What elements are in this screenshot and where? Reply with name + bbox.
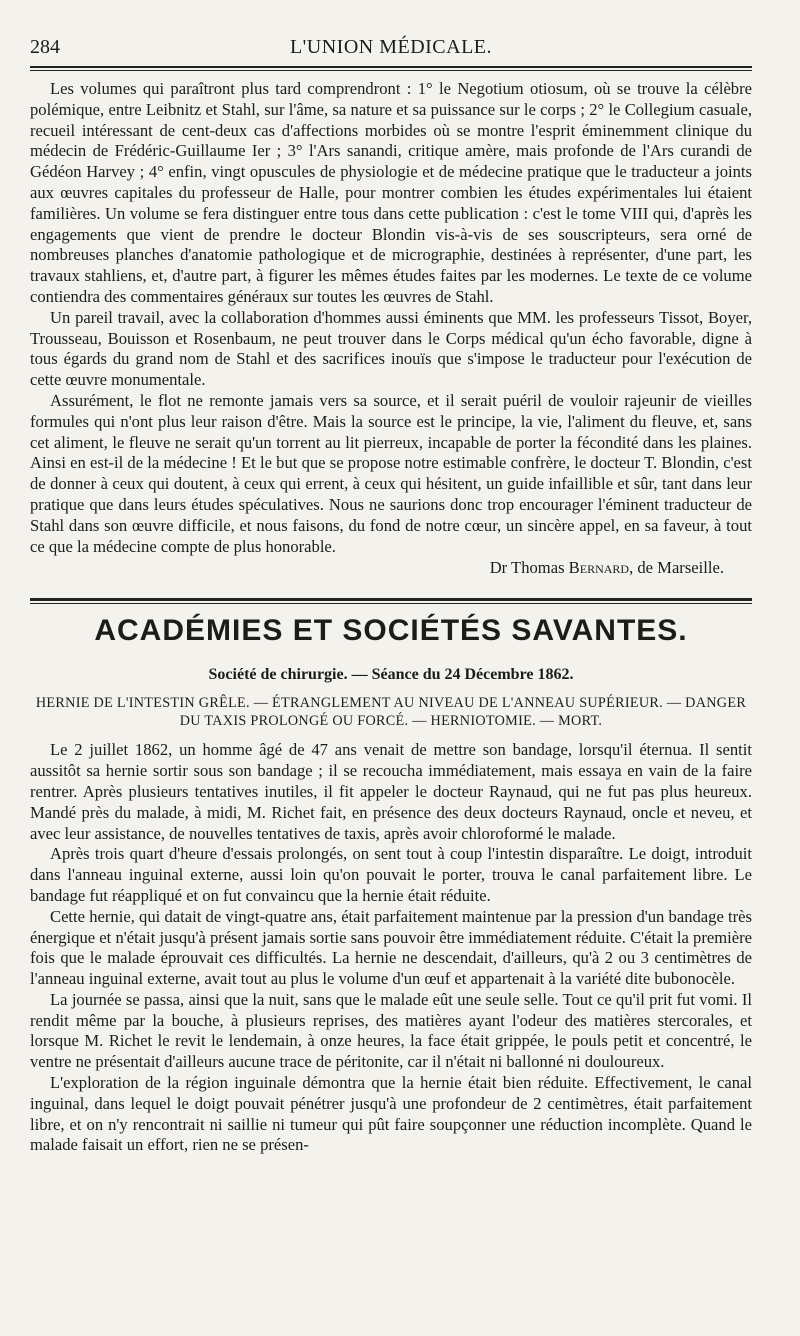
running-title: L'UNION MÉDICALE. (289, 36, 493, 58)
section-divider (30, 598, 752, 604)
case-paragraph: Le 2 juillet 1862, un homme âgé de 47 ans venait de mettre son bandage, lorsqu'il éternua. Il sentit aussitôt sa hernie sortir sous son bandage ; il se recoucha immédiatement, mais essaya en vain de la faire rentrer. Après plusieurs tentatives inutiles, il fit appeler le docteur Raynaud, qui ne fut pas plus heureux. Mandé près du malade, à midi, M. Richet fait, en présence des deux docteurs Raynaud, oncle et neveu, et avec leur assistance, de nouvelles tentatives de taxis, après avoir chloroformé le malade. (30, 740, 752, 843)
case-paragraph: Après trois quart d'heure d'essais prolongés, on sent tout à coup l'intestin disparaître. Le doigt, introduit dans l'anneau inguinal externe, aussi loin qu'on pouvait le porter, trouva le canal parfaitement libre. Le bandage fut réappliqué et on fut convaincu que la hernie était réduite. (30, 844, 752, 905)
case-paragraph: L'exploration de la région inguinale démontra que la hernie était bien réduite. Effectivement, le canal inguinal, dans lequel le doigt pouvait pénétrer jusqu'à une profondeur de 2 centimètres, était parfaitement libre, et on n'y rencontrait ni saillie ni tumeur qui pût faire soupçonner une réduction incomplète. Quand le malade faisait un effort, rien ne se présen- (30, 1073, 752, 1155)
section-heading: ACADÉMIES ET SOCIÉTÉS SAVANTES. (94, 614, 688, 648)
page-header (30, 28, 752, 62)
case-paragraph: Cette hernie, qui datait de vingt-quatre ans, était parfaitement maintenue par la pression d'un bandage très énergique et n'était jusqu'à présent jamais sortie sans pouvoir être immédiatement réduite. C'était la première fois que le malade éprouvait ces difficultés. La hernie ne descendait, d'ailleurs, qu'à 2 ou 3 centimètres de l'anneau inguinal externe, avait tout au plus le volume d'un œuf et appartenait à la variété dite bubonocèle. (30, 906, 752, 989)
signature-name: Bernard (568, 558, 630, 578)
society-section (30, 614, 752, 1156)
review-paragraph: Un pareil travail, avec la collaboration d'hommes aussi éminents que MM. les professeurs Tissot, Boyer, Trousseau, Bouisson et Rosenbaum, ne peut trouver dans le Corps médical qu'un écho favorable, digne à tous égards du grand nom de Stahl et des sacrifices inouïs que s'impose le traducteur pour l'exécution de cette œuvre monumentale. (30, 307, 752, 390)
signature-prefix: Dr Thomas (489, 558, 569, 578)
review-paragraph: Les volumes qui paraîtront plus tard comprendront : 1° le Negotium otiosum, où se trouve la célèbre polémique, entre Leibnitz et Stahl, sur l'âme, sa nature et sa puissance sur le corps ; 2° le Collegium casuale, recueil intéressant de cent-deux cas d'affections morbides où se montre l'esprit éminemment clinique du médecin de Frédéric-Guillaume Ier ; 3° l'Ars sanandi, critique amère, mais profonde de l'Ars curandi de Gédéon Harvey ; 4° enfin, vingt opuscules de physiologie et de médecine pratique que le traducteur a joints aux œuvres capitales du professeur de Halle, pour montrer combien les études expérimentales lui étaient familières. Un volume se fera distinguer entre tous dans cette publication : c'est le tome VIII qui, d'après les engagements que vient de prendre le docteur Blondin vis-à-vis de ses souscripteurs, sera orné de nombreuses planches d'anatomie pathologique et de micrographie, destinées à représenter, d'une part, les travaux stahliens, et, d'autre part, à figurer les mêmes études faites par les modernes. Le texte de ce volume contiendra des commentaires généraux sur toutes les œuvres de Stahl. (30, 79, 752, 306)
article-title: HERNIE DE L'INTESTIN GRÊLE. — ÉTRANGLEMENT AU NIVEAU DE L'ANNEAU SUPÉRIEUR. — DANGER DU TAXIS PROLONGÉ OU FORCÉ. — HERNIOTOMIE. — MORT. (35, 695, 747, 730)
book-review (30, 79, 752, 578)
signature-suffix: , de Marseille. (629, 558, 724, 578)
author-signature (30, 557, 752, 578)
session-line: Société de chirurgie. — Séance du 24 Décembre 1862. (208, 666, 574, 684)
review-paragraph: Assurément, le flot ne remonte jamais vers sa source, et il serait puéril de vouloir rajeunir de vieilles formules qui n'ont plus leur raison d'être. Mais la source est le principe, la vie, l'aliment du fleuve, et, sans cet aliment, le fleuve ne serait qu'un torrent au lit pierreux, incapable de porter la fécondité dans les plaines. Ainsi en est-il de la médecine ! Et le but que se propose notre estimable confrère, le docteur T. Blondin, c'est de donner à ceux qui doutent, à ceux qui errent, à ceux qui hésitent, un guide infaillible et sûr, tant dans leur pratique que dans leurs études spéculatives. Nous ne saurions donc trop encourager l'éminent traducteur de Stahl dans son œuvre difficile, et nous faisons, du fond de notre cœur, un sincère appel, en sa faveur, à tout ce que la médecine compte de plus honorable. (30, 390, 752, 556)
journal-page (30, 28, 752, 1156)
case-paragraph: La journée se passa, ainsi que la nuit, sans que le malade eût une seule selle. Tout ce qu'il prit fut vomi. Il rendit même par la bouche, à plusieurs reprises, des matières ayant l'odeur des matières stercorales, et lorsque M. Richet le revit le lendemain, à onze heures, la face était grippée, le pouls petit et concentré, le ventre ne présentait d'ailleurs aucune trace de péritonite, car il n'était ni ballonné ni douloureux. (30, 989, 752, 1072)
header-rule (30, 66, 752, 71)
page-number: 284 (30, 36, 60, 58)
